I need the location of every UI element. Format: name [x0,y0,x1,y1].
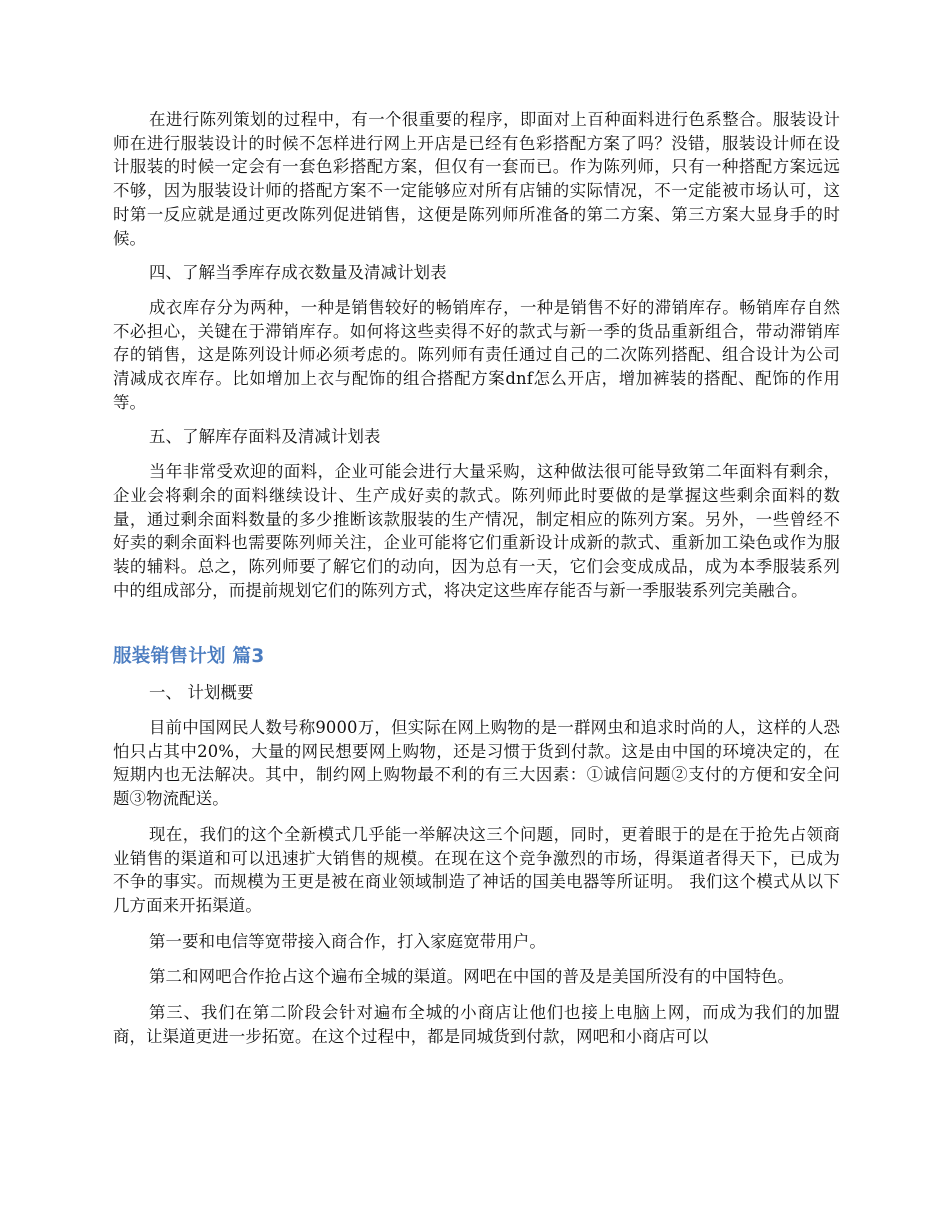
section-title: 服装销售计划 篇3 [113,646,265,668]
paragraph-color-integration: 在进行陈列策划的过程中，有一个很重要的程序，即面对上百种面料进行色系整合。服装设计师在进行服装设计的时候不怎样进行网上开店是已经有色彩搭配方案了吗？没错，服装设计师在设计服装的时候一定会有一套色彩搭配方案，但仅有一套而已。作为陈列师，只有一种搭配方案远远不够，因为服装设计师的搭配方案不一定能够应对所有店铺的实际情况，不一定能被市场认可，这时第一反应就是通过更改陈列促进销售，这便是陈列师所准备的第二方案、第三方案大显身手的时候。 [113,110,840,248]
document-page [113,108,840,1049]
heading-item-five: 五、了解库存面料及清减计划表 [149,427,381,447]
paragraph-channel-one: 第一要和电信等宽带接入商合作，打入家庭宽带用户。 [149,931,546,951]
heading-plan-overview: 一、 计划概要 [149,683,254,703]
paragraph-new-model: 现在，我们的这个全新模式几乎能一举解决这三个问题，同时，更着眼于的是在于抢先占领商业销售的渠道和可以迅速扩大销售的规模。在现在这个竞争激烈的市场，得渠道者得天下，已成为不争的事实。而规模为王更是被在商业领域制造了神话的国美电器等所证明。 我们这个模式从以下几方面来开拓渠道。 [113,824,840,915]
paragraph-fabric-inventory: 当年非常受欢迎的面料，企业可能会进行大量采购，这种做法很可能导致第二年面料有剩余，企业会将剩余的面料继续设计、生产成好卖的款式。陈列师此时要做的是掌握这些剩余面料的数量，通过剩余面料数量的多少推断该款服装的生产情况，制定相应的陈列方案。另外，一些曾经不好卖的剩余面料也需要陈列师关注，企业可能将它们重新设计成新的款式、重新加工染色或作为服装的辅料。总之，陈列师要了解它们的动向，因为总有一天，它们会变成成品，成为本季服装系列中的组成部分，而提前规划它们的陈列方式，将决定这些库存能否与新一季服装系列完美融合。 [113,462,840,600]
paragraph-netizen-stats: 目前中国网民人数号称9000万，但实际在网上购物的是一群网虫和追求时尚的人，这样的人恐怕只占其中20%，大量的网民想要网上购物，还是习惯于货到付款。这是由中国的环境决定的，在短期内也无法解决。其中，制约网上购物最不利的有三大因素：①诚信问题②支付的方便和安全问题③物流配送。 [113,718,840,809]
paragraph-channel-two: 第二和网吧合作抢占这个遍布全城的渠道。网吧在中国的普及是美国所没有的中国特色。 [149,967,795,987]
paragraph-garment-inventory: 成衣库存分为两种，一种是销售较好的畅销库存，一种是销售不好的滞销库存。畅销库存自然不必担心，关键在于滞销库存。如何将这些卖得不好的款式与新一季的货品重新组合，带动滞销库存的销售，这是陈列设计师必须考虑的。陈列师有责任通过自己的二次陈列搭配、组合设计为公司清减成衣库存。比如增加上衣与配饰的组合搭配方案dnf怎么开店，增加裤装的搭配、配饰的作用等。 [113,297,840,412]
heading-item-four: 四、了解当季库存成衣数量及清减计划表 [149,263,447,283]
paragraph-channel-three: 第三、我们在第二阶段会针对遍布全城的小商店让他们也接上电脑上网，而成为我们的加盟商，让渠道更进一步拓宽。在这个过程中，都是同城货到付款，网吧和小商店可以 [113,1003,840,1046]
